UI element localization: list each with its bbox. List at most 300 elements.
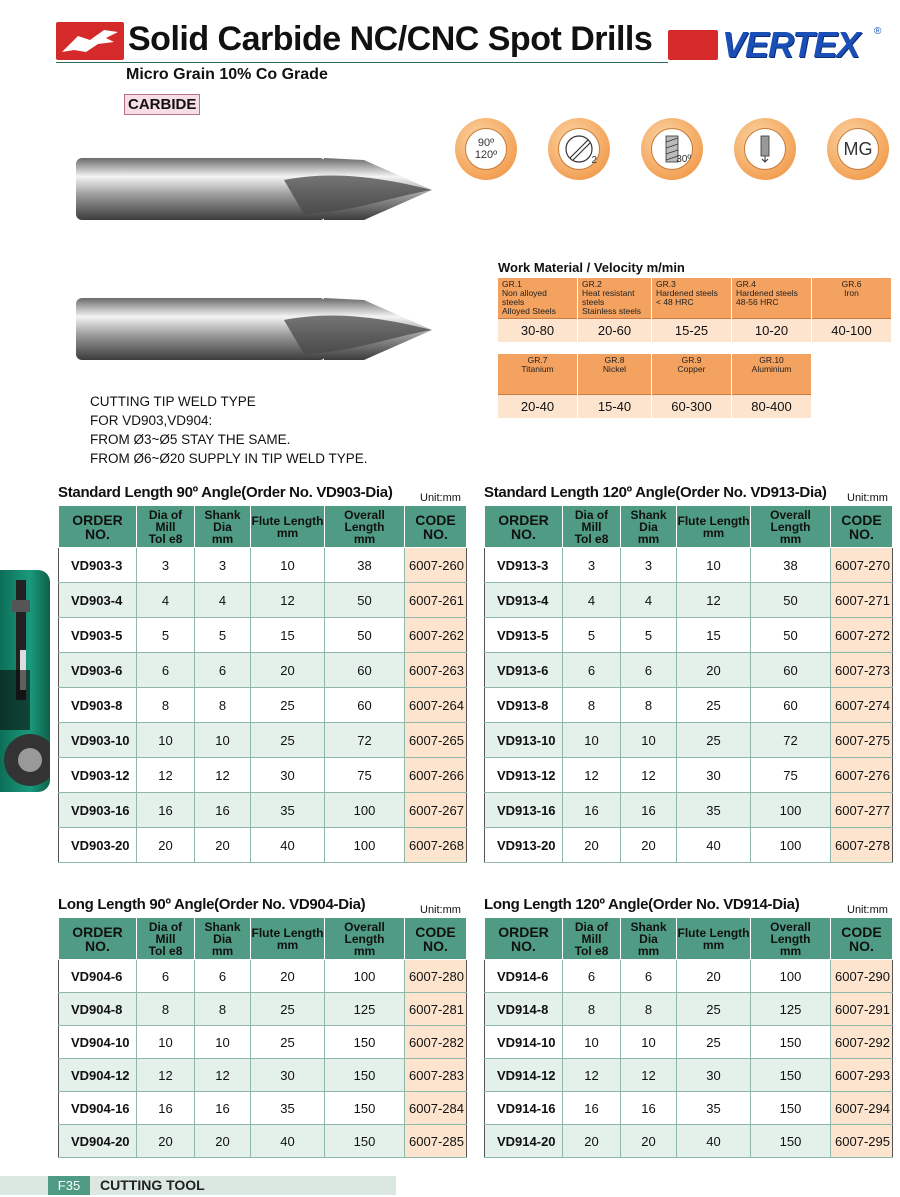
cell-order: VD904-16	[59, 1092, 137, 1125]
feature-icons	[455, 118, 895, 182]
cell-code: 6007-294	[831, 1092, 893, 1125]
helix-angle: 30º	[676, 154, 691, 165]
cell-code: 6007-278	[831, 828, 893, 863]
cell-overall: 72	[325, 723, 405, 758]
cell-overall: 100	[325, 960, 405, 993]
material-description: 48-56 HRC	[736, 297, 779, 307]
cell-shank: 5	[621, 618, 677, 653]
table-row	[485, 548, 893, 583]
cell-code: 6007-275	[831, 723, 893, 758]
cell-shank: 12	[621, 1059, 677, 1092]
cell-dia: 6	[137, 653, 195, 688]
cell-shank: 20	[195, 1125, 251, 1158]
cell-flute: 25	[677, 1026, 751, 1059]
cell-shank: 3	[195, 548, 251, 583]
velocity-value: 80-400	[732, 394, 811, 418]
application-photo	[0, 570, 50, 792]
table-row	[59, 548, 467, 583]
cell-flute: 40	[677, 1125, 751, 1158]
cell-dia: 8	[137, 993, 195, 1026]
cell-dia: 12	[563, 1059, 621, 1092]
table-row	[59, 1026, 467, 1059]
material-group-label	[578, 278, 651, 318]
material-description: Non alloyed	[502, 288, 547, 298]
cell-shank: 10	[621, 1026, 677, 1059]
cell-flute: 35	[251, 1092, 325, 1125]
drill-image-standard	[74, 150, 436, 228]
table-row	[59, 828, 467, 863]
cell-shank: 16	[621, 1092, 677, 1125]
work-material-cell	[498, 278, 578, 342]
cell-shank: 6	[621, 960, 677, 993]
table-row	[485, 828, 893, 863]
cell-shank: 8	[195, 993, 251, 1026]
material-description: Copper	[677, 364, 706, 374]
cell-shank: 6	[621, 653, 677, 688]
angle-90-label: 90º	[477, 137, 495, 149]
table-title-long90: Long Length 90º Angle(Order No. VD904-Dia)	[58, 896, 366, 913]
cell-shank: 6	[195, 960, 251, 993]
cell-code: 6007-260	[405, 548, 467, 583]
cell-code: 6007-284	[405, 1092, 467, 1125]
material-description: Nickel	[602, 364, 627, 374]
cell-overall: 125	[325, 993, 405, 1026]
column-header-flute: Flute Length mm	[677, 918, 751, 960]
cell-shank: 5	[195, 618, 251, 653]
cell-shank: 6	[195, 653, 251, 688]
cell-flute: 15	[251, 618, 325, 653]
work-material-row-2	[498, 354, 812, 418]
column-header-shank: Shank Dia mm	[195, 918, 251, 960]
helix-icon	[641, 118, 703, 180]
work-material-cell	[732, 278, 812, 342]
velocity-value: 20-60	[578, 318, 651, 342]
section-name: CUTTING TOOL	[100, 1177, 205, 1193]
note-line: CUTTING TIP WELD TYPE	[90, 394, 256, 409]
material-group-label	[578, 354, 651, 394]
table-row	[59, 618, 467, 653]
cell-dia: 20	[563, 828, 621, 863]
material-group-id: GR.8	[604, 355, 625, 365]
cell-code: 6007-261	[405, 583, 467, 618]
cell-dia: 20	[137, 828, 195, 863]
cell-order: VD913-12	[485, 758, 563, 793]
cell-flute: 20	[251, 960, 325, 993]
material-badge: CARBIDE	[124, 94, 200, 115]
cell-order: VD904-12	[59, 1059, 137, 1092]
cell-shank: 12	[195, 758, 251, 793]
table-row	[485, 993, 893, 1026]
material-group-id: GR.9	[681, 355, 702, 365]
material-description: Titanium	[521, 364, 554, 374]
cell-dia: 16	[563, 1092, 621, 1125]
column-header-dia: Dia of Mill Tol e8	[137, 918, 195, 960]
cell-dia: 12	[563, 758, 621, 793]
cell-overall: 100	[751, 828, 831, 863]
velocity-value: 40-100	[812, 318, 891, 342]
cell-overall: 100	[751, 960, 831, 993]
work-material-cell	[578, 354, 652, 418]
cell-flute: 15	[677, 618, 751, 653]
page-number: F35	[48, 1176, 90, 1195]
shank-shape-icon	[757, 134, 773, 164]
cell-overall: 38	[751, 548, 831, 583]
material-group-label	[732, 278, 811, 318]
cell-dia: 16	[137, 1092, 195, 1125]
cell-code: 6007-265	[405, 723, 467, 758]
table-row	[485, 1026, 893, 1059]
table-row	[485, 960, 893, 993]
angle-icon	[455, 118, 517, 180]
cell-shank: 8	[621, 993, 677, 1026]
table-row	[59, 960, 467, 993]
table-row	[59, 993, 467, 1026]
cell-overall: 150	[325, 1026, 405, 1059]
cell-overall: 50	[325, 583, 405, 618]
table-row	[59, 1092, 467, 1125]
cell-shank: 8	[195, 688, 251, 723]
cell-code: 6007-274	[831, 688, 893, 723]
cell-overall: 125	[751, 993, 831, 1026]
spec-table-long90	[58, 917, 467, 1158]
cell-order: VD904-20	[59, 1125, 137, 1158]
unit-label: Unit:mm	[847, 492, 888, 504]
table-title-long120: Long Length 120º Angle(Order No. VD914-Dia)	[484, 896, 800, 913]
unit-label: Unit:mm	[420, 492, 461, 504]
brand-mark	[668, 30, 718, 60]
weld-type-note	[90, 392, 367, 468]
cell-shank: 10	[621, 723, 677, 758]
cell-order: VD903-16	[59, 793, 137, 828]
column-header-shank: Shank Dia mm	[195, 506, 251, 548]
material-group-id: GR.6	[841, 279, 862, 289]
cell-flute: 35	[677, 1092, 751, 1125]
table-row	[59, 1059, 467, 1092]
column-header-flute: Flute Length mm	[677, 506, 751, 548]
note-line: FROM Ø6~Ø20 SUPPLY IN TIP WELD TYPE.	[90, 451, 368, 466]
cell-dia: 10	[137, 723, 195, 758]
cell-order: VD914-20	[485, 1125, 563, 1158]
cell-overall: 60	[751, 653, 831, 688]
velocity-value: 15-40	[578, 394, 651, 418]
cell-shank: 20	[621, 828, 677, 863]
cell-order: VD904-6	[59, 960, 137, 993]
work-material-cell	[498, 354, 578, 418]
cell-order: VD904-10	[59, 1026, 137, 1059]
cell-flute: 30	[251, 1059, 325, 1092]
cell-order: VD913-5	[485, 618, 563, 653]
cell-order: VD903-3	[59, 548, 137, 583]
material-description: Hardened steels	[736, 288, 798, 298]
cell-flute: 30	[251, 758, 325, 793]
cell-dia: 12	[137, 1059, 195, 1092]
table-row	[59, 1125, 467, 1158]
cell-order: VD914-16	[485, 1092, 563, 1125]
material-group-label	[812, 278, 891, 318]
table-row	[59, 758, 467, 793]
cell-code: 6007-263	[405, 653, 467, 688]
material-description: Heat resistant	[582, 288, 635, 298]
material-description: Alloyed Steels	[502, 306, 556, 316]
cell-shank: 12	[621, 758, 677, 793]
cell-overall: 150	[325, 1125, 405, 1158]
column-header-code: CODE NO.	[831, 506, 893, 548]
cell-flute: 25	[677, 723, 751, 758]
column-header-code: CODE NO.	[405, 506, 467, 548]
column-header-overall: Overall Length mm	[325, 506, 405, 548]
velocity-value: 15-25	[652, 318, 731, 342]
velocity-value: 30-80	[498, 318, 577, 342]
cell-order: VD913-20	[485, 828, 563, 863]
cell-shank: 3	[621, 548, 677, 583]
cell-dia: 5	[137, 618, 195, 653]
cell-overall: 50	[325, 618, 405, 653]
cell-overall: 75	[325, 758, 405, 793]
cell-flute: 25	[677, 688, 751, 723]
cell-flute: 35	[677, 793, 751, 828]
spec-table-long120	[484, 917, 893, 1158]
cell-code: 6007-262	[405, 618, 467, 653]
cell-overall: 150	[325, 1092, 405, 1125]
cell-order: VD913-3	[485, 548, 563, 583]
material-group-id: GR.3	[656, 279, 676, 289]
cell-dia: 6	[137, 960, 195, 993]
cell-flute: 35	[251, 793, 325, 828]
velocity-value: 60-300	[652, 394, 731, 418]
cell-dia: 4	[137, 583, 195, 618]
cell-order: VD913-10	[485, 723, 563, 758]
note-line: FROM Ø3~Ø5 STAY THE SAME.	[90, 432, 291, 447]
cell-overall: 50	[751, 618, 831, 653]
spec-table-std120	[484, 505, 893, 863]
cell-flute: 20	[251, 653, 325, 688]
cell-code: 6007-281	[405, 993, 467, 1026]
material-description: Aluminium	[751, 364, 792, 374]
cell-flute: 40	[677, 828, 751, 863]
flute-count: 2	[591, 155, 597, 166]
material-group-id: GR.4	[736, 279, 756, 289]
cell-dia: 6	[563, 653, 621, 688]
material-description: Stainless steels	[582, 306, 642, 316]
column-header-code: CODE NO.	[405, 918, 467, 960]
column-header-overall: Overall Length mm	[751, 506, 831, 548]
column-header-order: ORDER NO.	[59, 918, 137, 960]
work-material-cell	[652, 354, 732, 418]
table-row	[485, 793, 893, 828]
cell-overall: 60	[325, 653, 405, 688]
cell-code: 6007-272	[831, 618, 893, 653]
cell-code: 6007-290	[831, 960, 893, 993]
cell-flute: 25	[251, 723, 325, 758]
material-description: Iron	[844, 288, 859, 298]
table-row	[485, 723, 893, 758]
drill-image-long	[74, 290, 436, 368]
material-description: Hardened steels	[656, 288, 718, 298]
cell-shank: 16	[195, 1092, 251, 1125]
cell-shank: 10	[195, 723, 251, 758]
cell-shank: 4	[621, 583, 677, 618]
table-row	[59, 583, 467, 618]
velocity-value: 20-40	[498, 394, 577, 418]
table-row	[59, 723, 467, 758]
table-row	[59, 688, 467, 723]
cell-dia: 16	[137, 793, 195, 828]
work-material-title: Work Material / Velocity m/min	[498, 260, 685, 275]
column-header-overall: Overall Length mm	[325, 918, 405, 960]
spec-table-std90	[58, 505, 467, 863]
cell-flute: 30	[677, 758, 751, 793]
shank-icon	[734, 118, 796, 180]
cell-flute: 40	[251, 828, 325, 863]
material-group-id: GR.2	[582, 279, 602, 289]
cell-order: VD903-4	[59, 583, 137, 618]
micro-grain-icon	[827, 118, 889, 180]
cell-code: 6007-280	[405, 960, 467, 993]
cell-overall: 150	[751, 1092, 831, 1125]
cell-dia: 8	[137, 688, 195, 723]
cell-overall: 100	[325, 828, 405, 863]
subtitle: Micro Grain 10% Co Grade	[126, 66, 328, 83]
cell-shank: 20	[621, 1125, 677, 1158]
cell-flute: 25	[677, 993, 751, 1026]
cell-overall: 150	[325, 1059, 405, 1092]
velocity-value: 10-20	[732, 318, 811, 342]
cell-dia: 4	[563, 583, 621, 618]
cell-overall: 100	[751, 793, 831, 828]
cell-shank: 16	[621, 793, 677, 828]
table-row	[59, 653, 467, 688]
cell-shank: 8	[621, 688, 677, 723]
cell-flute: 12	[677, 583, 751, 618]
cell-flute: 25	[251, 993, 325, 1026]
cell-order: VD903-10	[59, 723, 137, 758]
cell-dia: 12	[137, 758, 195, 793]
table-title-std120: Standard Length 120º Angle(Order No. VD913-Dia)	[484, 484, 827, 501]
cell-order: VD913-4	[485, 583, 563, 618]
cell-order: VD903-6	[59, 653, 137, 688]
cell-code: 6007-267	[405, 793, 467, 828]
work-material-cell	[732, 354, 812, 418]
table-row	[59, 793, 467, 828]
cell-order: VD913-6	[485, 653, 563, 688]
cell-order: VD903-20	[59, 828, 137, 863]
cell-dia: 10	[563, 723, 621, 758]
cell-flute: 30	[677, 1059, 751, 1092]
column-header-flute: Flute Length mm	[251, 506, 325, 548]
cell-code: 6007-283	[405, 1059, 467, 1092]
cell-shank: 16	[195, 793, 251, 828]
material-description: < 48 HRC	[656, 297, 694, 307]
table-row	[485, 758, 893, 793]
material-group-label	[652, 354, 731, 394]
note-line: FOR VD903,VD904:	[90, 413, 213, 428]
registered-mark: ®	[874, 26, 882, 37]
cell-code: 6007-285	[405, 1125, 467, 1158]
material-group-label	[498, 354, 577, 394]
cell-order: VD903-12	[59, 758, 137, 793]
cell-dia: 10	[137, 1026, 195, 1059]
cell-overall: 150	[751, 1125, 831, 1158]
cell-dia: 8	[563, 993, 621, 1026]
cell-overall: 150	[751, 1059, 831, 1092]
cell-dia: 20	[563, 1125, 621, 1158]
cell-overall: 72	[751, 723, 831, 758]
cell-dia: 16	[563, 793, 621, 828]
material-group-id: GR.10	[759, 355, 784, 365]
work-material-row-1	[498, 278, 892, 342]
cell-code: 6007-271	[831, 583, 893, 618]
work-material-cell	[578, 278, 652, 342]
cell-flute: 20	[677, 653, 751, 688]
cell-shank: 4	[195, 583, 251, 618]
cell-dia: 3	[137, 548, 195, 583]
cell-flute: 10	[251, 548, 325, 583]
title-underline	[56, 62, 668, 63]
company-logo	[56, 22, 124, 60]
cell-dia: 6	[563, 960, 621, 993]
table-row	[485, 653, 893, 688]
cell-order: VD904-8	[59, 993, 137, 1026]
material-group-label	[652, 278, 731, 318]
cell-flute: 20	[677, 960, 751, 993]
unit-label: Unit:mm	[420, 904, 461, 916]
cell-dia: 5	[563, 618, 621, 653]
column-header-dia: Dia of Mill Tol e8	[563, 506, 621, 548]
cell-code: 6007-276	[831, 758, 893, 793]
cell-order: VD914-6	[485, 960, 563, 993]
cell-code: 6007-291	[831, 993, 893, 1026]
cell-overall: 150	[751, 1026, 831, 1059]
cell-shank: 10	[195, 1026, 251, 1059]
cell-order: VD903-5	[59, 618, 137, 653]
cell-order: VD914-12	[485, 1059, 563, 1092]
column-header-flute: Flute Length mm	[251, 918, 325, 960]
column-header-order: ORDER NO.	[485, 506, 563, 548]
cell-overall: 100	[325, 793, 405, 828]
cell-order: VD913-16	[485, 793, 563, 828]
mg-label: MG	[843, 139, 873, 159]
cell-order: VD913-8	[485, 688, 563, 723]
cell-overall: 50	[751, 583, 831, 618]
column-header-overall: Overall Length mm	[751, 918, 831, 960]
brand-logo	[668, 24, 888, 64]
column-header-dia: Dia of Mill Tol e8	[137, 506, 195, 548]
cell-overall: 75	[751, 758, 831, 793]
flute-cross-icon	[564, 134, 594, 164]
cell-overall: 38	[325, 548, 405, 583]
table-row	[485, 1059, 893, 1092]
cell-code: 6007-292	[831, 1026, 893, 1059]
material-description: steels	[582, 297, 605, 307]
unit-label: Unit:mm	[847, 904, 888, 916]
cell-code: 6007-268	[405, 828, 467, 863]
work-material-cell	[652, 278, 732, 342]
column-header-order: ORDER NO.	[59, 506, 137, 548]
material-description: steels	[502, 297, 525, 307]
cell-code: 6007-273	[831, 653, 893, 688]
page-title: Solid Carbide NC/CNC Spot Drills	[128, 20, 653, 58]
table-row	[485, 583, 893, 618]
cell-dia: 8	[563, 688, 621, 723]
cell-order: VD914-10	[485, 1026, 563, 1059]
column-header-dia: Dia of Mill Tol e8	[563, 918, 621, 960]
eagle-icon	[56, 22, 124, 60]
work-material-cell	[812, 278, 892, 342]
cell-code: 6007-270	[831, 548, 893, 583]
material-group-label	[498, 278, 577, 318]
angle-120-label: 120º	[474, 149, 498, 161]
cell-code: 6007-266	[405, 758, 467, 793]
